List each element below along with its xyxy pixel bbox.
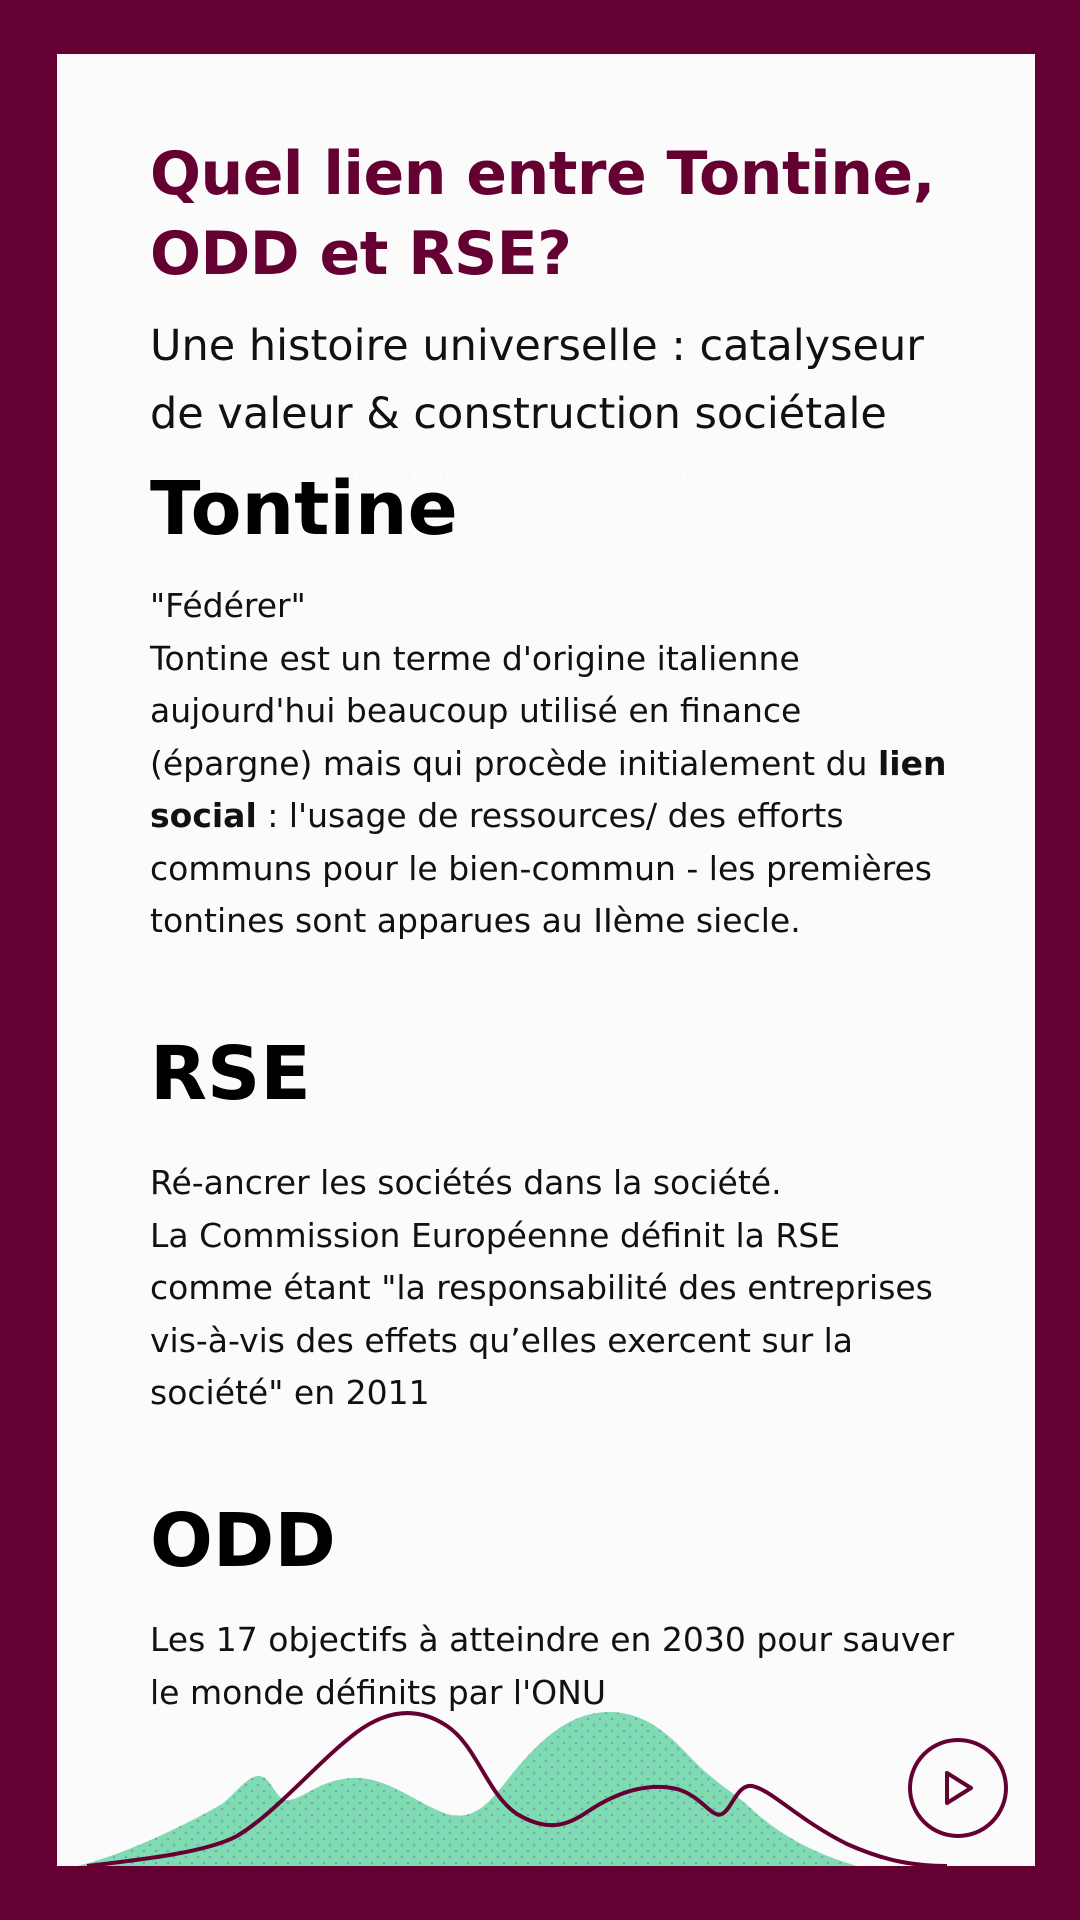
section-title-tontine: Tontine (150, 466, 458, 552)
section-odd (150, 1496, 970, 1719)
section-body-tontine (150, 580, 970, 948)
section-title-odd: ODD (150, 1498, 336, 1584)
section-body-odd: Les 17 objectifs à atteindre en 2030 pour sauver le monde définits par l'ONU (150, 1620, 955, 1712)
header (150, 134, 970, 448)
section-body-rse (150, 1157, 970, 1420)
section-rse (150, 1029, 970, 1420)
play-icon (938, 1768, 978, 1808)
tontine-body-part2: : l'usage de ressources/ des efforts communs pour le bien-commun - les premières tontines sont apparues au IIème siecle. (150, 796, 932, 940)
title-line-1: Quel lien entre Tontine, (150, 139, 935, 209)
page-subtitle: Une histoire universelle : catalyseur de valeur & construction sociétale (150, 321, 924, 439)
rse-line1: Ré-ancrer les sociétés dans la société. (150, 1163, 782, 1202)
title-line-2: ODD et RSE? (150, 219, 572, 289)
tontine-body-part1: Tontine est un terme d'origine italienne aujourd'hui beaucoup utilisé en finance (épargne) mais qui procède initialement du (150, 638, 878, 783)
tontine-quote: "Fédérer" (150, 586, 306, 625)
rse-body: La Commission Européenne définit la RSE comme étant "la responsabilité des entreprises vis-à-vis des effets qu’elles exercent sur la société" en 2011 (150, 1215, 933, 1412)
play-button[interactable] (908, 1738, 1008, 1838)
section-title-rse: RSE (150, 1031, 311, 1117)
tontine-body-bold: lien social (150, 743, 947, 835)
ghost-overlay-text: Quel lien entre Tontine et RSE? (337, 460, 770, 493)
section-tontine (150, 464, 970, 948)
page-title (150, 134, 970, 294)
decorative-waves (57, 1704, 1035, 1866)
slide-card (57, 54, 1035, 1866)
